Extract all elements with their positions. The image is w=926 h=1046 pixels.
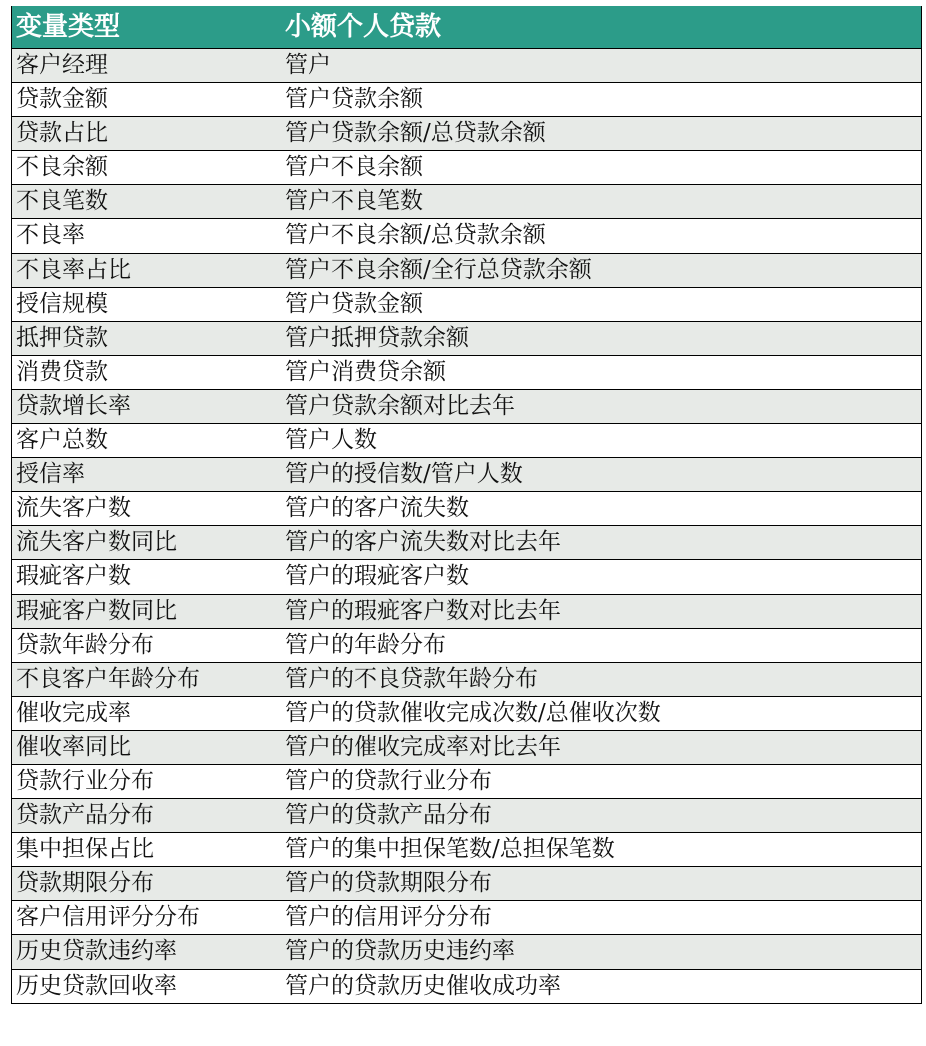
table-row — [12, 82, 921, 116]
variable-cell: 授信率 — [16, 461, 85, 488]
definition-cell: 管户消费贷余额 — [285, 358, 446, 385]
table-header — [12, 6, 921, 48]
table-row — [12, 594, 921, 628]
variable-cell: 贷款产品分布 — [16, 802, 154, 829]
header-variable-type: 变量类型 — [16, 12, 121, 42]
definition-cell: 管户的贷款产品分布 — [285, 802, 492, 829]
variable-cell: 贷款占比 — [16, 120, 108, 147]
definition-cell: 管户的瑕疵客户数 — [285, 563, 469, 590]
definition-cell: 管户的不良贷款年龄分布 — [285, 665, 538, 692]
table-row — [12, 184, 921, 218]
table-body — [12, 48, 921, 1003]
table-row — [12, 525, 921, 559]
variable-cell: 贷款增长率 — [16, 392, 131, 419]
table-row — [12, 730, 921, 764]
table-row — [12, 969, 921, 1003]
definition-cell: 管户贷款金额 — [285, 290, 423, 317]
variable-table — [11, 6, 922, 1004]
definition-cell: 管户抵押贷款余额 — [285, 324, 469, 351]
variable-cell: 授信规模 — [16, 290, 108, 317]
table-row — [12, 48, 921, 82]
definition-cell: 管户 — [285, 52, 331, 78]
variable-cell: 催收完成率 — [16, 699, 131, 726]
table-row — [12, 559, 921, 593]
variable-cell: 不良客户年龄分布 — [16, 665, 200, 692]
definition-cell: 管户的年龄分布 — [285, 631, 446, 658]
definition-cell: 管户不良笔数 — [285, 188, 423, 215]
table-row — [12, 866, 921, 900]
variable-cell: 不良率 — [16, 222, 85, 249]
variable-cell: 流失客户数 — [16, 495, 131, 522]
variable-cell: 客户信用评分分布 — [16, 904, 200, 931]
variable-cell: 贷款期限分布 — [16, 870, 154, 897]
table-row — [12, 832, 921, 866]
definition-cell: 管户贷款余额对比去年 — [285, 392, 515, 419]
table-row — [12, 253, 921, 287]
table-row — [12, 628, 921, 662]
definition-cell: 管户不良余额/总贷款余额 — [285, 222, 546, 249]
definition-cell: 管户贷款余额/总贷款余额 — [285, 120, 546, 147]
variable-cell: 瑕疵客户数 — [16, 563, 131, 590]
definition-cell: 管户的贷款期限分布 — [285, 870, 492, 897]
definition-cell: 管户的贷款催收完成次数/总催收次数 — [285, 699, 661, 726]
variable-cell: 集中担保占比 — [16, 836, 154, 863]
definition-cell: 管户不良余额 — [285, 154, 423, 181]
variable-cell: 不良余额 — [16, 154, 108, 181]
header-small-personal-loan: 小额个人贷款 — [285, 12, 442, 42]
definition-cell: 管户的贷款历史违约率 — [285, 938, 515, 965]
table-row — [12, 218, 921, 252]
table-row — [12, 696, 921, 730]
table-row — [12, 491, 921, 525]
table-row — [12, 287, 921, 321]
definition-cell: 管户贷款余额 — [285, 86, 423, 113]
variable-cell: 不良笔数 — [16, 188, 108, 215]
definition-cell: 管户的贷款行业分布 — [285, 767, 492, 794]
definition-cell: 管户的授信数/管户人数 — [285, 461, 523, 488]
table-row — [12, 389, 921, 423]
definition-cell: 管户的催收完成率对比去年 — [285, 733, 561, 760]
variable-cell: 历史贷款回收率 — [16, 972, 177, 999]
table-row — [12, 150, 921, 184]
variable-cell: 贷款金额 — [16, 86, 108, 113]
definition-cell: 管户的信用评分分布 — [285, 904, 492, 931]
table-row — [12, 934, 921, 968]
variable-cell: 流失客户数同比 — [16, 529, 177, 556]
variable-cell: 贷款行业分布 — [16, 767, 154, 794]
table-row — [12, 423, 921, 457]
table-row — [12, 798, 921, 832]
variable-cell: 客户总数 — [16, 427, 108, 454]
table-row — [12, 764, 921, 798]
variable-cell: 不良率占比 — [16, 256, 131, 283]
definition-cell: 管户的贷款历史催收成功率 — [285, 972, 561, 999]
definition-cell: 管户的集中担保笔数/总担保笔数 — [285, 836, 615, 863]
table-row — [12, 900, 921, 934]
variable-cell: 消费贷款 — [16, 358, 108, 385]
variable-cell: 瑕疵客户数同比 — [16, 597, 177, 624]
definition-cell: 管户的客户流失数对比去年 — [285, 529, 561, 556]
variable-cell: 贷款年龄分布 — [16, 631, 154, 658]
variable-cell: 客户经理 — [16, 52, 108, 78]
table-row — [12, 662, 921, 696]
variable-cell: 催收率同比 — [16, 733, 131, 760]
variable-cell: 抵押贷款 — [16, 324, 108, 351]
variable-cell: 历史贷款违约率 — [16, 938, 177, 965]
definition-cell: 管户的客户流失数 — [285, 495, 469, 522]
definition-cell: 管户的瑕疵客户数对比去年 — [285, 597, 561, 624]
definition-cell: 管户不良余额/全行总贷款余额 — [285, 256, 592, 283]
table-row — [12, 457, 921, 491]
table-row — [12, 355, 921, 389]
definition-cell: 管户人数 — [285, 427, 377, 454]
table-row — [12, 116, 921, 150]
table-row — [12, 321, 921, 355]
